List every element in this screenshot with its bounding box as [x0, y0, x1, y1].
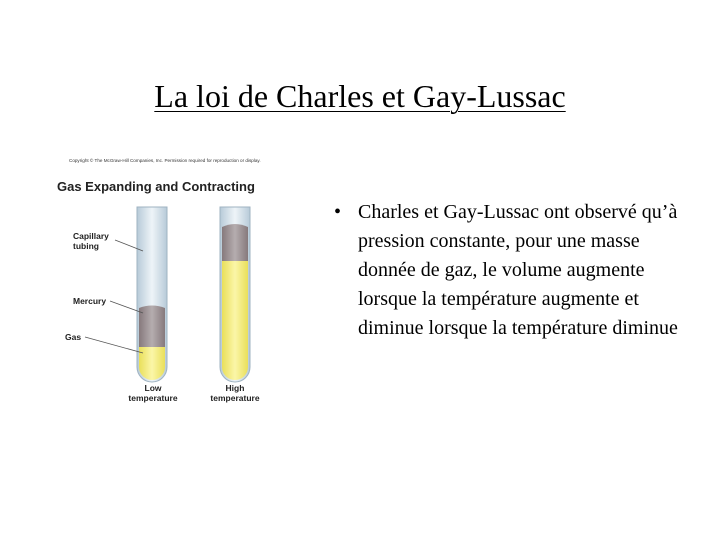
bullet-text: Charles et Gay-Lussac ont observé qu’à pression constante, pour une masse donnée de gaz, le volume augmente lorsque la température augmente et diminue lorsque la température diminue [358, 201, 678, 339]
mercury-plug-low [139, 306, 165, 348]
high-temp-tube [220, 207, 250, 382]
gas-figure [55, 155, 300, 415]
bullet-item [330, 198, 700, 343]
tubes-illustration [55, 155, 300, 415]
gas-column-low [139, 347, 165, 380]
label-mercury: Mercury [73, 296, 107, 306]
label-capillary: Capillary tubing [73, 231, 109, 251]
label-low-temperature: Low temperature [128, 383, 178, 403]
label-gas: Gas [65, 332, 82, 342]
slide-title [0, 76, 720, 116]
bullet-dot-icon: • [334, 201, 342, 223]
label-high-temperature: High temperature [210, 383, 260, 403]
slide-title-text: La loi de Charles et Gay-Lussac [154, 78, 566, 114]
mercury-plug-high [222, 224, 248, 261]
gas-column-high [222, 261, 248, 380]
gas-pointer [85, 337, 143, 353]
low-temp-tube [137, 207, 167, 382]
bullet-list [330, 198, 700, 343]
figure-title: Gas Expanding and Contracting [57, 179, 255, 194]
copyright-notice: Copyright © The McGraw-Hill Companies, Inc. Permission required for reproduction or display. [69, 158, 261, 163]
